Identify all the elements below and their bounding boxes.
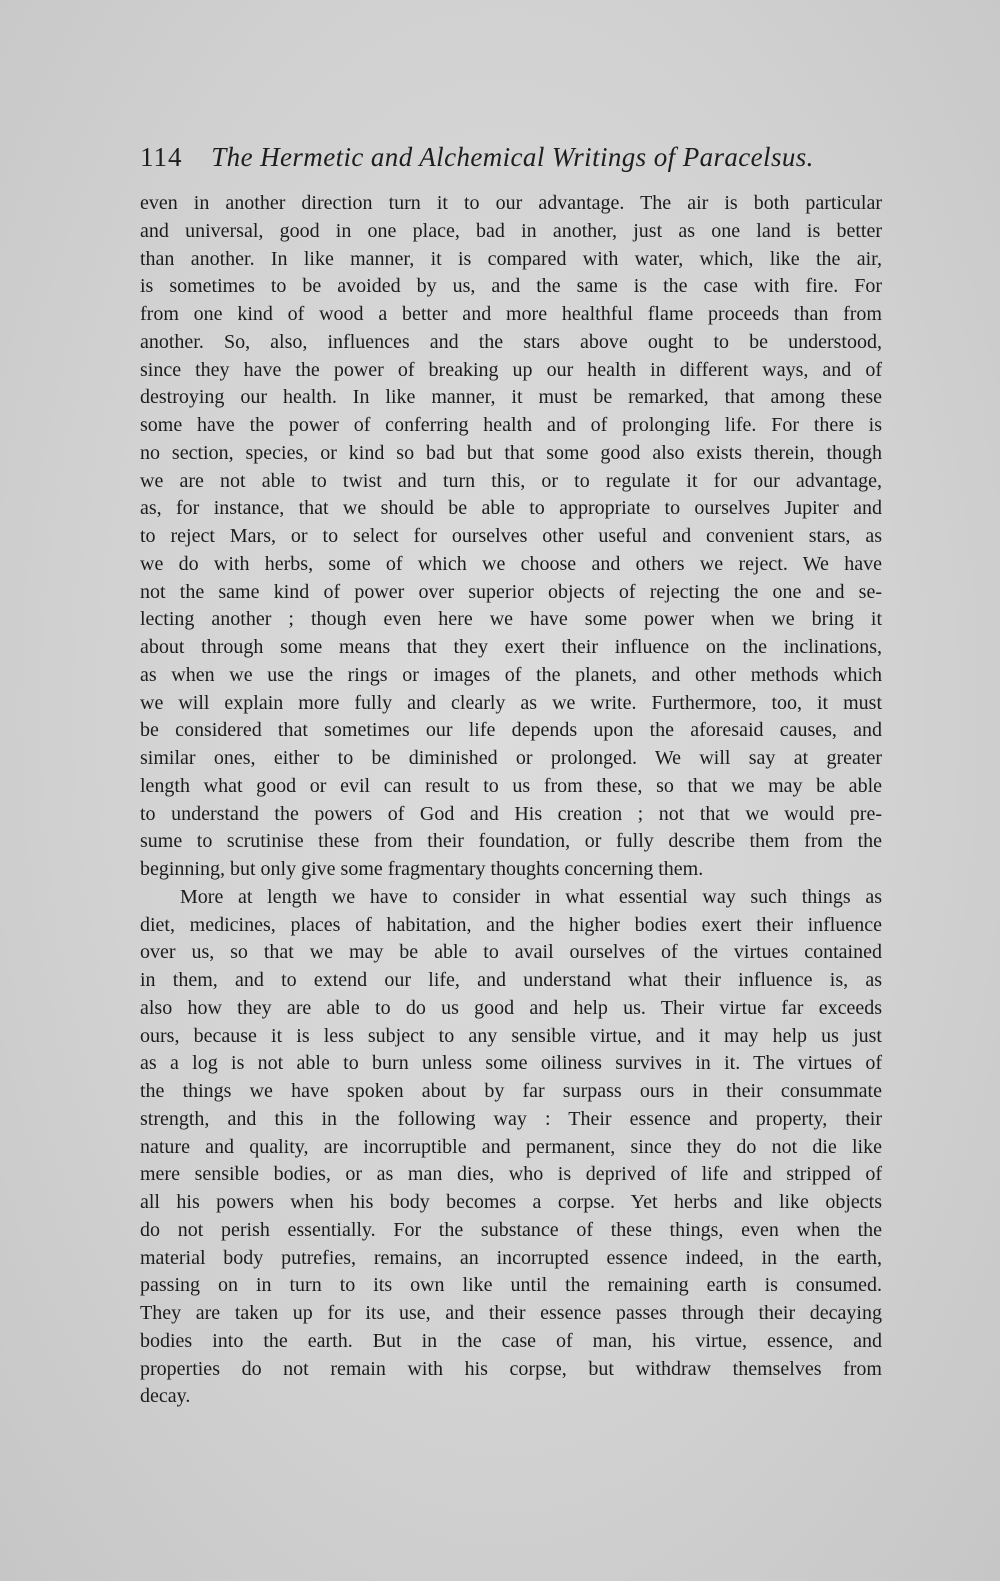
text-line: the things we have spoken about by far surpass ours in their consummate	[140, 1080, 882, 1102]
text-line: to understand the powers of God and His creation ; not that we would pre-	[140, 802, 882, 825]
text-line: to reject Mars, or to select for ourselves other useful and convenient stars, as	[140, 525, 882, 547]
text-line: as a log is not able to burn unless some oiliness survives in it. The virtues of	[140, 1052, 882, 1075]
text-line: even in another direction turn it to our advantage. The air is both particular	[140, 192, 882, 214]
text-line: another. So, also, influences and the stars above ought to be understood,	[140, 330, 882, 353]
text-line: strength, and this in the following way : Their essence and property, their	[140, 1107, 882, 1130]
text-line: over us, so that we may be able to avail ourselves of the virtues contained	[140, 941, 882, 964]
text-line: ours, because it is less subject to any sensible virtue, and it may help us just	[140, 1024, 882, 1047]
text-line: sume to scrutinise these from their foundation, or fully describe them from the	[140, 830, 882, 853]
text-line: we are not able to twist and turn this, or to regulate it for our advantage,	[140, 469, 882, 492]
text-line: as, for instance, that we should be able to appropriate to ourselves Jupiter and	[140, 497, 882, 520]
text-line: about through some means that they exert their influence on the inclinations,	[140, 636, 882, 658]
text-line: mere sensible bodies, or as man dies, who is deprived of life and stripped of	[140, 1163, 882, 1186]
text-line: nature and quality, are incorruptible and permanent, since they do not die like	[140, 1135, 882, 1158]
text-line: decay.	[140, 1385, 191, 1408]
text-line: some have the power of conferring health and of prolonging life. For there is	[140, 414, 882, 436]
text-line: since they have the power of breaking up our health in different ways, and of	[140, 358, 882, 381]
text-line: is sometimes to be avoided by us, and the same is the case with fire. For	[140, 275, 882, 298]
book-title: The Hermetic and Alchemical Writings of Paracelsus.	[211, 142, 814, 172]
text-line: and universal, good in one place, bad in another, just as one land is better	[140, 219, 882, 242]
text-line: not the same kind of power over superior objects of rejecting the one and se-	[140, 580, 882, 603]
text-line: More at length we have to consider in what essential way such things as	[180, 885, 882, 908]
text-line: diet, medicines, places of habitation, and the higher bodies exert their influence	[140, 913, 882, 936]
text-line: passing on in turn to its own like until the remaining earth is consumed.	[140, 1274, 882, 1297]
text-line: material body putrefies, remains, an incorrupted essence indeed, in the earth,	[140, 1246, 882, 1269]
text-line: also how they are able to do us good and help us. Their virtue far exceeds	[140, 996, 882, 1019]
text-line: length what good or evil can result to us from these, so that we may be able	[140, 774, 882, 797]
text-line: destroying our health. In like manner, it must be remarked, that among these	[140, 386, 882, 409]
text-line: from one kind of wood a better and more healthful flame proceeds than from	[140, 303, 882, 325]
body-text	[140, 190, 882, 1411]
text-line: all his powers when his body becomes a corpse. Yet herbs and like objects	[140, 1191, 882, 1213]
text-line: lecting another ; though even here we have some power when we bring it	[140, 608, 882, 631]
text-line: be considered that sometimes our life depends upon the aforesaid causes, and	[140, 719, 882, 742]
text-line: beginning, but only give some fragmentary thoughts concerning them.	[140, 858, 704, 880]
running-head	[140, 142, 880, 173]
text-line: in them, and to extend our life, and understand what their influence is, as	[140, 969, 882, 991]
text-line: similar ones, either to be diminished or prolonged. We will say at greater	[140, 747, 882, 769]
text-line: properties do not remain with his corpse, but withdraw themselves from	[140, 1357, 882, 1380]
text-line: we will explain more fully and clearly as we write. Furthermore, too, it must	[140, 691, 882, 714]
text-line: no section, species, or kind so bad but that some good also exists therein, though	[140, 441, 882, 464]
text-line: They are taken up for its use, and their essence passes through their decaying	[140, 1302, 882, 1324]
text-line: as when we use the rings or images of the planets, and other methods which	[140, 663, 882, 686]
text-line: than another. In like manner, it is compared with water, which, like the air,	[140, 247, 882, 270]
text-line: we do with herbs, some of which we choose and others we reject. We have	[140, 552, 882, 575]
text-line: bodies into the earth. But in the case of man, his virtue, essence, and	[140, 1329, 882, 1352]
text-line: do not perish essentially. For the substance of these things, even when the	[140, 1218, 882, 1241]
page-number: 114	[140, 142, 183, 172]
